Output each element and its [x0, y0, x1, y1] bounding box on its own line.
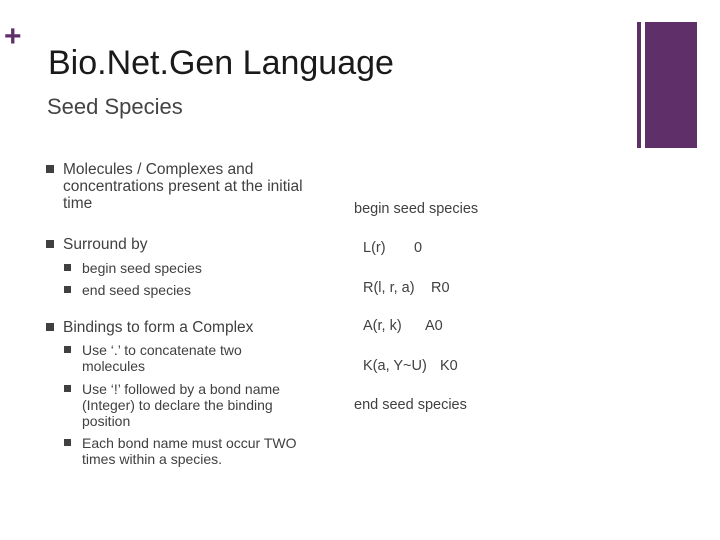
- code-conc-k: K0: [440, 358, 458, 374]
- code-begin-seed-species: begin seed species: [354, 201, 479, 217]
- bullet-square-icon: [64, 286, 71, 293]
- bullet-square-icon: [64, 264, 71, 271]
- accent-bar-thick: [645, 22, 697, 148]
- slide-title: Bio.Net.Gen Language: [48, 44, 394, 82]
- plus-icon: +: [4, 20, 22, 53]
- code-conc-a: A0: [425, 318, 443, 334]
- bullet-text: Bindings to form a Complex: [63, 319, 254, 336]
- subbullet-item-begin: [64, 260, 304, 276]
- bullet-item-surround: [46, 236, 306, 253]
- bullet-square-icon: [64, 439, 71, 446]
- code-species-k: K(a, Y~U): [363, 358, 427, 374]
- code-conc-r: R0: [431, 280, 450, 296]
- bullet-square-icon: [64, 385, 71, 392]
- code-conc-l: 0: [414, 240, 423, 256]
- bullet-square-icon: [64, 346, 71, 353]
- bullet-item-bindings: [46, 319, 306, 336]
- bullet-text: Molecules / Complexes and concentrations present at the initial time: [63, 161, 303, 212]
- code-species-l: L(r): [363, 240, 386, 256]
- bullet-text: end seed species: [82, 282, 191, 298]
- bullet-text: Each bond name must occur TWO times within a species.: [82, 435, 297, 467]
- bullet-item-molecules: [46, 161, 306, 212]
- subbullet-item-bond: [64, 381, 304, 429]
- slide-subtitle: Seed Species: [47, 94, 183, 119]
- bullet-square-icon: [46, 240, 54, 248]
- bullet-text: Use ‘.’ to concatenate two molecules: [82, 342, 242, 374]
- subbullet-item-concatenate: [64, 342, 304, 374]
- bullet-square-icon: [46, 165, 54, 173]
- bullet-text: Surround by: [63, 236, 148, 253]
- bullet-square-icon: [46, 323, 54, 331]
- subbullet-item-twice: [64, 435, 304, 467]
- code-end-seed-species: end seed species: [354, 397, 467, 413]
- code-species-r: R(l, r, a): [363, 280, 415, 296]
- bullet-text: Use ‘!’ followed by a bond name (Integer) to declare the binding position: [82, 381, 280, 429]
- subbullet-item-end: [64, 282, 304, 298]
- code-species-a: A(r, k): [363, 318, 402, 334]
- bullet-text: begin seed species: [82, 260, 202, 276]
- accent-bar-thin: [637, 22, 641, 148]
